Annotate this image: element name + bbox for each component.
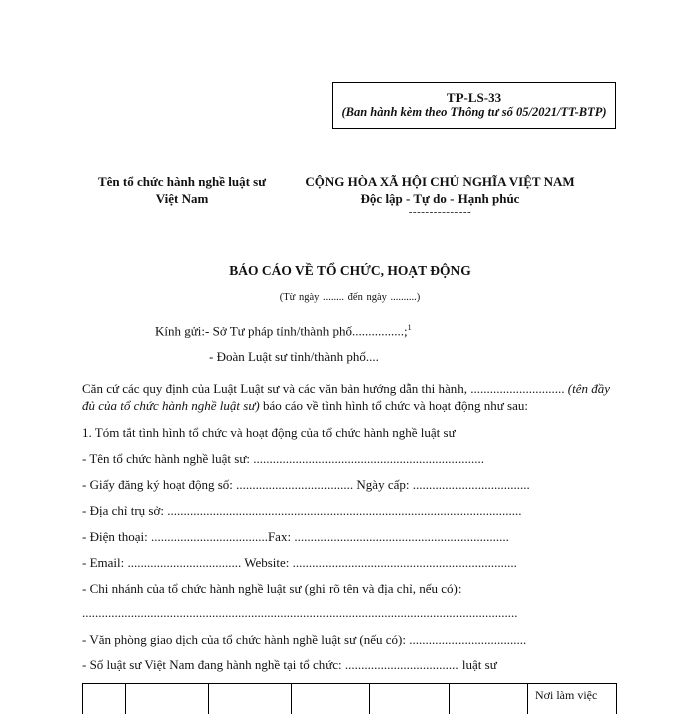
intro-text-1: Căn cứ các quy định của Luật Luật sư và các văn bản hướng dẫn thi hành, ............................. — [82, 381, 568, 396]
table-column-divider — [291, 684, 292, 714]
field-registration: - Giấy đăng ký hoạt động số: .................................... Ngày cấp: .................................... — [82, 477, 530, 492]
table-column-divider — [616, 684, 617, 714]
field-phone-fax: - Điện thoại: ....................................Fax: .................................................................. — [82, 529, 509, 544]
field-org-name: - Tên tổ chức hành nghề luật sư: ....................................................................... — [82, 451, 485, 466]
addressee-recipient-1: - Sở Tư pháp tỉnh/thành phố................; — [205, 323, 408, 339]
addressee-recipient-2: - Đoàn Luật sư tỉnh/thành phố.... — [209, 349, 379, 364]
footnote-marker: 1 — [407, 323, 412, 332]
organization-header — [82, 173, 282, 207]
addressee-line-1 — [155, 323, 412, 339]
national-title: CỘNG HÒA XÃ HỘI CHỦ NGHĨA VIỆT NAM — [305, 174, 575, 189]
field-address: - Địa chỉ trụ sở: ............................................................................................................. — [82, 503, 522, 518]
table-column-divider — [208, 684, 209, 714]
table-column-divider — [527, 684, 528, 714]
national-motto: Độc lập - Tự do - Hạnh phúc — [360, 191, 520, 206]
table-column-divider — [369, 684, 370, 714]
intro-org-fullname-hint: (tên đầy đủ của tổ chức hành nghề luật sư) — [82, 381, 611, 413]
form-issued-by: (Ban hành kèm theo Thông tư số 05/2021/TT-BTP) — [341, 105, 607, 119]
table-column-divider — [449, 684, 450, 714]
intro-paragraph — [82, 380, 622, 414]
national-header — [284, 173, 596, 217]
field-email-website: - Email: ................................... Website: ..................................................................... — [82, 555, 517, 570]
form-code: TP-LS-33 — [446, 90, 502, 105]
report-period: (Từ ngày ........ đến ngày ..........) — [279, 292, 421, 303]
field-branches: - Chi nhánh của tổ chức hành nghề luật sư (ghi rõ tên và địa chỉ, nếu có): — [82, 581, 462, 596]
organization-name-line2: Việt Nam — [155, 191, 209, 206]
table-column-divider — [125, 684, 126, 714]
form-code-box — [332, 82, 616, 129]
lawyers-table — [82, 683, 617, 714]
field-branches-dots: ...................................................................................................................................... — [82, 605, 518, 620]
table-column-divider — [82, 684, 83, 714]
intro-text-2: báo cáo về tình hình tổ chức và hoạt động như sau: — [259, 398, 528, 413]
report-title: BÁO CÁO VỀ TỔ CHỨC, HOẠT ĐỘNG — [229, 263, 471, 278]
field-lawyer-count: - Số luật sư Việt Nam đang hành nghề tại tổ chức: ................................... luật sư — [82, 657, 497, 672]
header-separator: --------------- — [408, 206, 472, 218]
section1-heading: 1. Tóm tắt tình hình tổ chức và hoạt động của tổ chức hành nghề luật sư — [82, 425, 456, 440]
addressee-label: Kính gửi: — [155, 323, 206, 339]
field-transaction-offices: - Văn phòng giao dịch của tổ chức hành nghề luật sư (nếu có): .................................... — [82, 632, 527, 647]
organization-name-line1: Tên tổ chức hành nghề luật sư — [97, 174, 267, 189]
table-header-workplace: Nơi làm việc — [535, 688, 598, 702]
